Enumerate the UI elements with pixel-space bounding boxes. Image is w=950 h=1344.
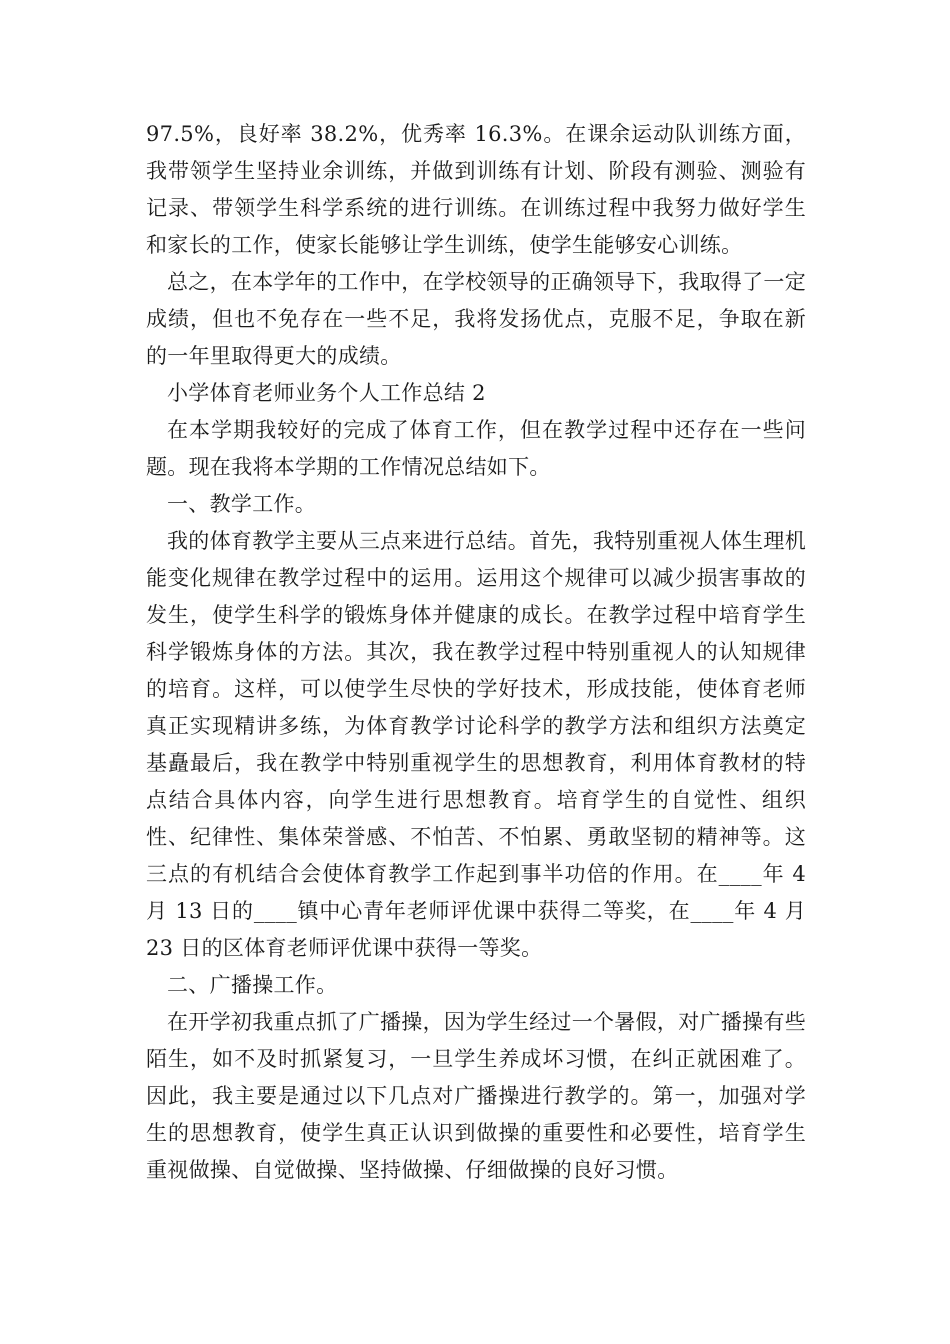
body-paragraph-4: 我的体育教学主要从三点来进行总结。首先，我特别重视人体生理机能变化规律在教学过程中的运用。运用这个规律可以减少损害事故的发生，使学生科学的锻炼身体并健康的成长。在教学过程中培育学生科学锻炼身体的方法。其次，我在教学过程中特别重视人的认知规律的培育。这样，可以使学生尽快的学好技术，形成技能，使体育老师真正实现精讲多练，为体育教学讨论科学的教学方法和组织方法奠定基矗最后，我在教学中特别重视学生的思想教育，利用体育教材的特点结合具体内容，向学生进行思想教育。培育学生的自觉性、组织性、纪律性、集体荣誉感、不怕苦、不怕累、勇敢坚韧的精神等。这三点的有机结合会使体育教学工作起到事半功倍的作用。在____年 4 月 13 日的____镇中心青年老师评优课中获得二等奖，在____年 4 月 23 日的区体育老师评优课中获得一等奖。	[146, 529, 806, 960]
subheading-teaching: 一、教学工作。	[167, 492, 317, 516]
body-paragraph-5: 在开学初我重点抓了广播操，因为学生经过一个暑假，对广播操有些陌生，如不及时抓紧复习，一旦学生养成坏习惯，在纠正就困难了。因此，我主要是通过以下几点对广播操进行教学的。第一，加强对学生的思想教育，使学生真正认识到做操的重要性和必要性，培育学生重视做操、自觉做操、坚持做操、仔细做操的良好习惯。	[146, 1010, 806, 1182]
subheading-broadcast-exercise: 二、广播操工作。	[167, 973, 338, 997]
body-paragraph-1: 97.5%，良好率 38.2%，优秀率 16.3%。在课余运动队训练方面，我带领学生坚持业余训练，并做到训练有计划、阶段有测验、测验有记录、带领学生科学系统的进行训练。在训练过程中我努力做好学生和家长的工作，使家长能够让学生训练，使学生能够安心训练。	[146, 122, 806, 257]
document-page	[146, 116, 806, 1189]
section-title: 小学体育老师业务个人工作总结 2	[167, 381, 486, 405]
body-paragraph-2: 总之，在本学年的工作中，在学校领导的正确领导下，我取得了一定成绩，但也不免存在一些不足，我将发扬优点，克服不足，争取在新的一年里取得更大的成绩。	[146, 270, 806, 368]
body-paragraph-3: 在本学期我较好的完成了体育工作，但在教学过程中还存在一些问题。现在我将本学期的工作情况总结如下。	[146, 418, 806, 479]
